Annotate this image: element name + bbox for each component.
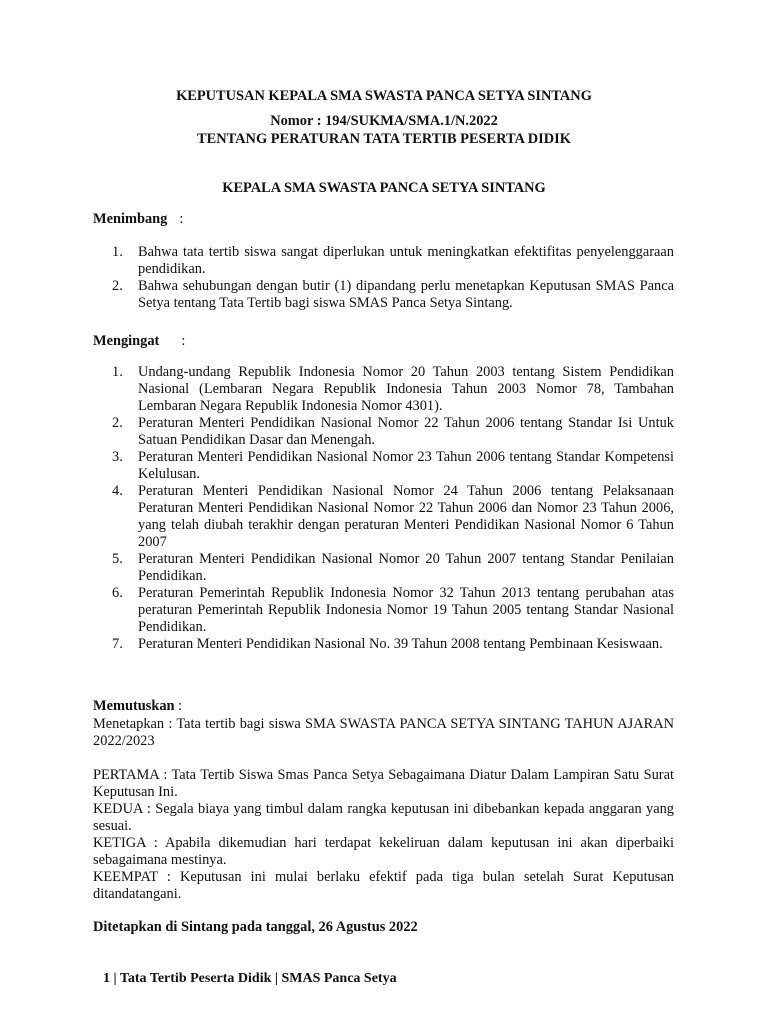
mengingat-label: Mengingat (93, 333, 160, 349)
page-footer: 1 | Tata Tertib Peserta Didik | SMAS Panca Setya (103, 971, 397, 986)
menimbang-label: Menimbang (93, 211, 168, 227)
list-item: 4. Peraturan Menteri Pendidikan Nasional Nomor 24 Tahun 2006 tentang Pelaksanaan Peraturan Menteri Pendidikan Nasional Nomor 22 Tahun 2006 dan Nomor 23 Tahun 2006, yang telah diubah terakhir dengan peraturan Menteri Pendidikan Nasional Nomor 6 Tahun 2007 (112, 483, 674, 550)
list-item: 1. Bahwa tata tertib siswa sangat diperlukan untuk meningkatkan efektifitas penyelenggaraan pendidikan. (112, 244, 674, 277)
menetapkan-text: Menetapkan : Tata tertib bagi siswa SMA SWASTA PANCA SETYA SINTANG TAHUN AJARAN 2022/2023 (93, 716, 674, 749)
list-item: 3. Peraturan Menteri Pendidikan Nasional Nomor 23 Tahun 2006 tentang Standar Kompetensi Kelulusan. (112, 449, 674, 482)
menimbang-list (112, 244, 674, 312)
mengingat-colon: : (181, 333, 186, 349)
document-authority: KEPALA SMA SWASTA PANCA SETYA SINTANG (222, 180, 546, 196)
list-item: 7. Peraturan Menteri Pendidikan Nasional No. 39 Tahun 2008 tentang Pembinaan Kesiswaan. (112, 636, 663, 652)
memutuskan-colon: : (174, 698, 183, 714)
document-number: Nomor : 194/SUKMA/SMA.1/N.2022 (270, 113, 498, 129)
list-item: 2. Peraturan Menteri Pendidikan Nasional Nomor 22 Tahun 2006 tentang Standar Isi Untuk Satuan Pendidikan Dasar dan Menengah. (112, 415, 674, 448)
memutuskan-heading (93, 698, 182, 715)
pertama-text: PERTAMA : Tata Tertib Siswa Smas Panca Setya Sebagaimana Diatur Dalam Lampiran Satu Surat Keputusan Ini. (93, 767, 674, 800)
list-item: 2. Bahwa sehubungan dengan butir (1) dipandang perlu menetapkan Keputusan SMAS Panca Setya tentang Tata Tertib bagi siswa SMAS Panca Setya Sintang. (112, 278, 674, 311)
signing-statement: Ditetapkan di Sintang pada tanggal, 26 Agustus 2022 (93, 919, 418, 935)
document-subject: TENTANG PERATURAN TATA TERTIB PESERTA DIDIK (197, 131, 571, 147)
ketiga-text: KETIGA : Apabila dikemudian hari terdapat kekeliruan dalam keputusan ini akan diperbaiki sebagaimana mestinya. (93, 835, 674, 868)
menimbang-colon: : (179, 211, 184, 227)
document-title: KEPUTUSAN KEPALA SMA SWASTA PANCA SETYA SINTANG (176, 88, 592, 104)
list-item: 5. Peraturan Menteri Pendidikan Nasional Nomor 20 Tahun 2007 tentang Standar Penilaian Pendidikan. (112, 551, 674, 584)
list-item: 1. Undang-undang Republik Indonesia Nomor 20 Tahun 2003 tentang Sistem Pendidikan Nasional (Lembaran Negara Republik Indonesia Tahun 2003 Nomor 78, Tambahan Lembaran Negara Republik Indonesia Nomor 4301). (112, 364, 674, 414)
keempat-text: KEEMPAT : Keputusan ini mulai berlaku efektif pada tiga bulan setelah Surat Keputusan ditandatangani. (93, 869, 674, 902)
memutuskan-label: Memutuskan (93, 698, 175, 714)
list-item: 6. Peraturan Pemerintah Republik Indonesia Nomor 32 Tahun 2013 tentang perubahan atas peraturan Pemerintah Republik Indonesia Nomor 19 Tahun 2005 tentang Standar Nasional Pendidikan. (112, 585, 674, 635)
menimbang-heading (93, 211, 183, 228)
mengingat-heading (93, 333, 185, 350)
mengingat-list (112, 364, 674, 653)
kedua-text: KEDUA : Segala biaya yang timbul dalam rangka keputusan ini dibebankan kepada anggaran yang sesuai. (93, 801, 674, 834)
